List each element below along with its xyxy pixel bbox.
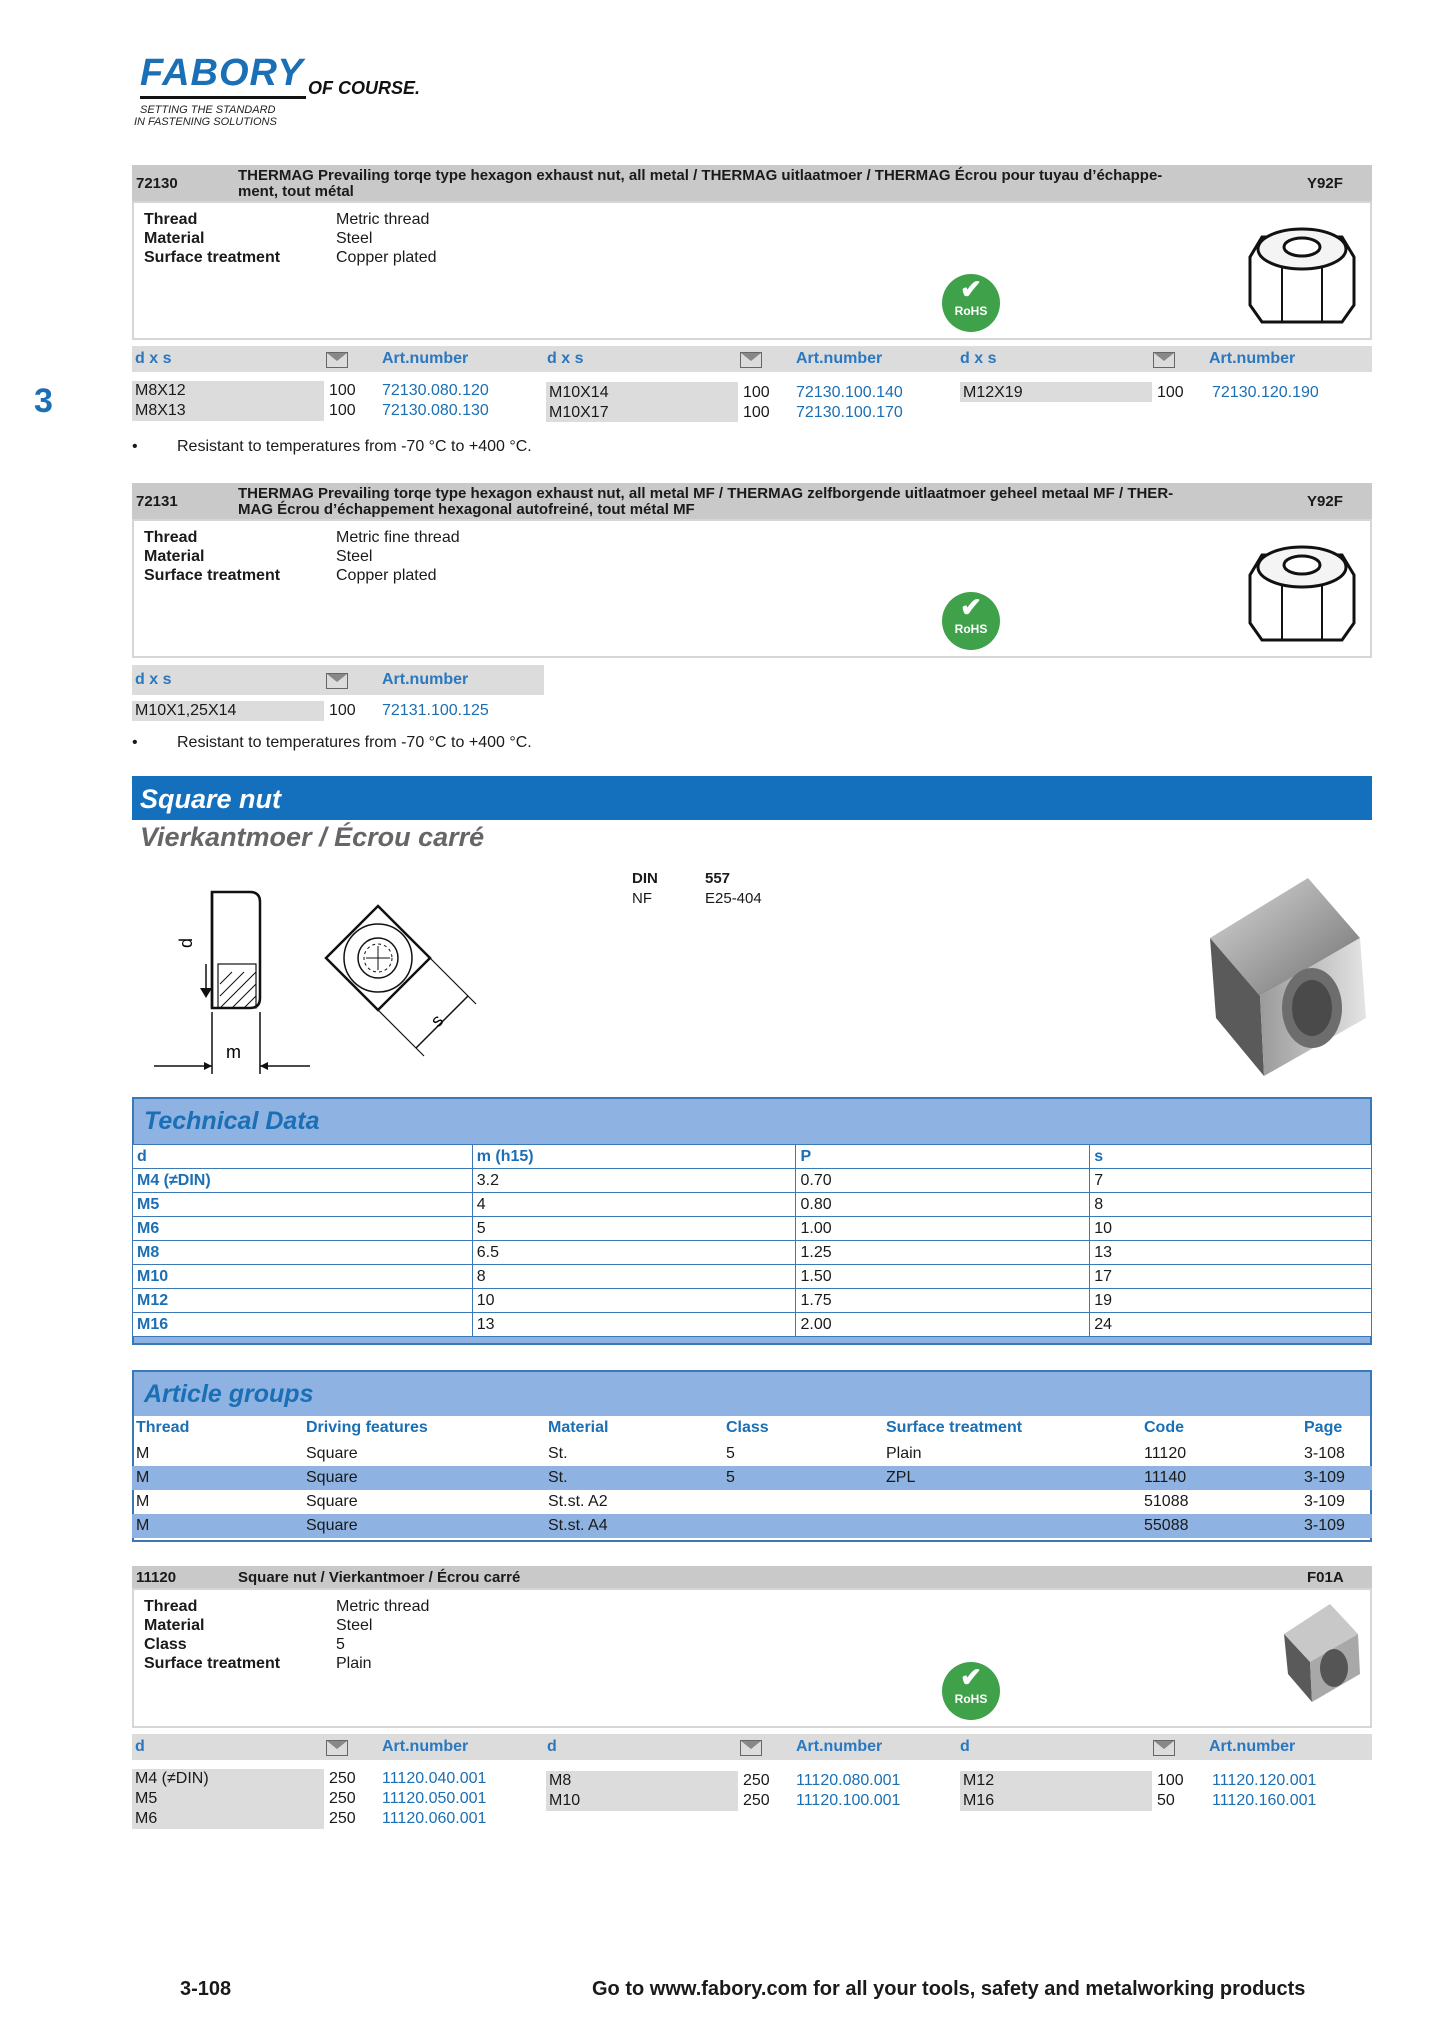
- spec-value-thread: Metric thread: [336, 1598, 430, 1615]
- quantity-icon: [1153, 1740, 1175, 1761]
- chapter-marker: 3: [34, 382, 53, 420]
- list-item-art-number[interactable]: 11120.050.001: [382, 1790, 487, 1807]
- product-code: 72131: [136, 493, 178, 510]
- quantity-icon: [1153, 352, 1175, 373]
- spec-label-class: Class: [144, 1636, 187, 1653]
- spec-label-thread: Thread: [144, 1598, 198, 1615]
- spec-label-material: Material: [144, 548, 205, 565]
- list-item-qty: 100: [1157, 1772, 1184, 1789]
- table-row[interactable]: M Square St. 5 ZPL 11140 3-109: [132, 1466, 1372, 1490]
- brand-tagline-1: SETTING THE STANDARD: [140, 104, 276, 116]
- list-item-art-number[interactable]: 11120.040.001: [382, 1770, 487, 1787]
- quantity-icon: [740, 352, 762, 373]
- product-title-line1: THERMAG Prevailing torqe type hexagon exhaust nut, all metal / THERMAG uitlaatmoer / THERMAG Écrou pour tuyau d’échappe-: [238, 167, 1163, 184]
- list-item-size: M6: [135, 1810, 158, 1827]
- list-item-qty: 250: [329, 1770, 356, 1787]
- product-spec-box-72130: [132, 201, 1372, 340]
- list-item-qty: 50: [1157, 1792, 1175, 1809]
- product-suffix: Y92F: [1307, 493, 1343, 510]
- quantity-icon: [326, 352, 348, 373]
- technical-drawing: [140, 878, 510, 1078]
- list-item-qty: 100: [329, 702, 356, 719]
- list-item-size: M12: [963, 1772, 995, 1789]
- list-item-qty: 100: [743, 404, 770, 421]
- table-row[interactable]: M Square St.st. A2 51088 3-109: [136, 1493, 1345, 1510]
- rohs-badge: ✔ RoHS: [942, 274, 1000, 332]
- list-item-qty: 100: [743, 384, 770, 401]
- col-header-d-1: d: [135, 1738, 145, 1755]
- product-note: Resistant to temperatures from -70 °C to +400 °C.: [177, 734, 532, 751]
- spec-label-material: Material: [144, 1617, 205, 1634]
- standard-value-nf: E25-404: [705, 890, 762, 907]
- square-nut-thumbnail: [1284, 1604, 1364, 1704]
- table-row: M5 4 0.80 8: [133, 1193, 1372, 1217]
- col-header-dxs: d x s: [135, 671, 172, 688]
- list-item-art-number[interactable]: 72130.080.120: [382, 382, 489, 399]
- table-row: M4 (≠DIN) 3.2 0.70 7: [133, 1169, 1372, 1193]
- col-header-art-1: Art.number: [382, 350, 469, 367]
- standard-value-din: 557: [705, 870, 731, 887]
- list-item-size: M8: [549, 1772, 572, 1789]
- list-item-qty: 100: [329, 382, 356, 399]
- list-item-art-number[interactable]: 72131.100.125: [382, 702, 489, 719]
- list-item-art-number[interactable]: 72130.100.170: [796, 404, 903, 421]
- quantity-icon: [326, 1740, 348, 1761]
- spec-value-material: Steel: [336, 548, 373, 565]
- list-item-art-number[interactable]: 72130.080.130: [382, 402, 489, 419]
- list-item-qty: 250: [743, 1772, 770, 1789]
- technical-data-title: Technical Data: [144, 1107, 320, 1135]
- section-title: Square nut: [140, 784, 282, 814]
- standard-label-nf: NF: [632, 890, 652, 907]
- quantity-icon: [326, 673, 348, 694]
- col-header-dxs-3: d x s: [960, 350, 997, 367]
- list-item-art-number[interactable]: 72130.120.190: [1212, 384, 1319, 401]
- list-item-art-number[interactable]: 11120.060.001: [382, 1810, 487, 1827]
- spec-label-surface: Surface treatment: [144, 249, 281, 266]
- product-header-72130: [132, 165, 1372, 201]
- col-header-art-2: Art.number: [796, 1738, 883, 1755]
- note-bullet: •: [132, 438, 138, 455]
- brand-name: FABORY: [140, 52, 304, 94]
- rohs-badge: ✔ RoHS: [942, 592, 1000, 650]
- list-item-size: M12X19: [963, 384, 1023, 401]
- brand-tagline-2: IN FASTENING SOLUTIONS: [134, 116, 277, 128]
- table-row: M12 10 1.75 19: [133, 1289, 1372, 1313]
- drawing-label-s: s: [426, 1010, 448, 1031]
- spec-value-material: Steel: [336, 230, 373, 247]
- list-item-size: M4 (≠DIN): [135, 1770, 209, 1787]
- product-title: Square nut / Vierkantmoer / Écrou carré: [238, 1569, 521, 1586]
- col-header-art-3: Art.number: [1209, 1738, 1296, 1755]
- list-item-qty: 250: [329, 1790, 356, 1807]
- product-title-line2: ment, tout métal: [238, 183, 354, 200]
- table-header-s: s: [1090, 1145, 1372, 1169]
- list-item-size: M10: [549, 1792, 581, 1809]
- rohs-badge: ✔ RoHS: [942, 1662, 1000, 1720]
- table-row[interactable]: M Square St. 5 Plain 11120 3-108: [136, 1445, 1345, 1462]
- spec-value-thread: Metric fine thread: [336, 529, 460, 546]
- technical-data-table: [132, 1144, 1372, 1337]
- col-header-d-3: d: [960, 1738, 970, 1755]
- table-row: M10 8 1.50 17: [133, 1265, 1372, 1289]
- list-item-size: M16: [963, 1792, 995, 1809]
- table-row[interactable]: M Square St.st. A4 55088 3-109: [132, 1514, 1372, 1538]
- product-spec-box-72131: [132, 519, 1372, 658]
- spec-label-surface: Surface treatment: [144, 567, 281, 584]
- page-number: 3-108: [180, 1978, 232, 2000]
- spec-value-surface: Plain: [336, 1655, 372, 1672]
- col-header-art-3: Art.number: [1209, 350, 1296, 367]
- article-groups-title: Article groups: [144, 1380, 314, 1408]
- product-note: Resistant to temperatures from -70 °C to +400 °C.: [177, 438, 532, 455]
- product-title-line1: THERMAG Prevailing torqe type hexagon exhaust nut, all metal MF / THERMAG zelfborgende uitlaatmoer geheel metaal MF / THER-: [238, 485, 1174, 502]
- footer-text: Go to www.fabory.com for all your tools, safety and metalworking products: [592, 1978, 1306, 2000]
- section-title-bar: [132, 776, 1372, 820]
- list-item-art-number[interactable]: 11120.100.001: [796, 1792, 901, 1809]
- table-row: M16 13 2.00 24: [133, 1313, 1372, 1337]
- list-item-size: M10X17: [549, 404, 609, 421]
- list-item-size: M10X14: [549, 384, 609, 401]
- product-header-72131: [132, 483, 1372, 519]
- list-item-size: M10X1,25X14: [135, 702, 237, 719]
- brand-slogan: OF COURSE.: [308, 78, 421, 98]
- note-bullet: •: [132, 734, 138, 751]
- list-item-qty: 100: [329, 402, 356, 419]
- hex-nut-image: [1242, 535, 1362, 645]
- spec-label-material: Material: [144, 230, 205, 247]
- list-item-qty: 250: [743, 1792, 770, 1809]
- product-code: 11120: [136, 1569, 177, 1586]
- list-item-qty: 250: [329, 1810, 356, 1827]
- list-item-art-number[interactable]: 11120.160.001: [1212, 1792, 1317, 1809]
- spec-label-thread: Thread: [144, 529, 198, 546]
- spec-value-class: 5: [336, 1636, 345, 1653]
- spec-value-material: Steel: [336, 1617, 373, 1634]
- spec-label-thread: Thread: [144, 211, 198, 228]
- spec-value-thread: Metric thread: [336, 211, 430, 228]
- square-nut-image: [1210, 878, 1380, 1078]
- col-header-dxs-1: d x s: [135, 350, 172, 367]
- drawing-label-m: m: [226, 1042, 241, 1062]
- col-header-art: Art.number: [382, 671, 469, 688]
- product-code: 72130: [136, 175, 178, 192]
- spec-value-surface: Copper plated: [336, 567, 437, 584]
- article-groups-header: Thread Driving features Material Class Surface treatment Code Page: [136, 1419, 1343, 1436]
- table-header-m: m (h15): [472, 1145, 796, 1169]
- standard-label-din: DIN: [632, 870, 658, 887]
- table-row: M6 5 1.00 10: [133, 1217, 1372, 1241]
- brand-logo: [134, 52, 440, 132]
- list-item-size: M5: [135, 1790, 158, 1807]
- list-item-qty: 100: [1157, 384, 1184, 401]
- list-item-art-number[interactable]: 11120.120.001: [1212, 1772, 1317, 1789]
- spec-value-surface: Copper plated: [336, 249, 437, 266]
- spec-label-surface: Surface treatment: [144, 1655, 281, 1672]
- quantity-icon: [740, 1740, 762, 1761]
- col-header-d-2: d: [547, 1738, 557, 1755]
- table-header-p: P: [796, 1145, 1090, 1169]
- table-header-d: d: [133, 1145, 473, 1169]
- section-subtitle: Vierkantmoer / Écrou carré: [140, 822, 485, 852]
- drawing-label-d: d: [176, 937, 196, 948]
- hex-nut-image: [1242, 217, 1362, 327]
- product-suffix: Y92F: [1307, 175, 1343, 192]
- list-item-art-number[interactable]: 72130.100.140: [796, 384, 903, 401]
- col-header-art-1: Art.number: [382, 1738, 469, 1755]
- product-header-11120: [132, 1566, 1372, 1588]
- product-suffix: F01A: [1307, 1569, 1344, 1586]
- list-item-art-number[interactable]: 11120.080.001: [796, 1772, 901, 1789]
- col-header-art-2: Art.number: [796, 350, 883, 367]
- list-item-size: M8X13: [135, 402, 186, 419]
- table-row: M8 6.5 1.25 13: [133, 1241, 1372, 1265]
- list-item-size: M8X12: [135, 382, 186, 399]
- product-title-line2: MAG Écrou d’échappement hexagonal autofreiné, tout métal MF: [238, 501, 695, 518]
- product-spec-box-11120: [132, 1588, 1372, 1728]
- col-header-dxs-2: d x s: [547, 350, 584, 367]
